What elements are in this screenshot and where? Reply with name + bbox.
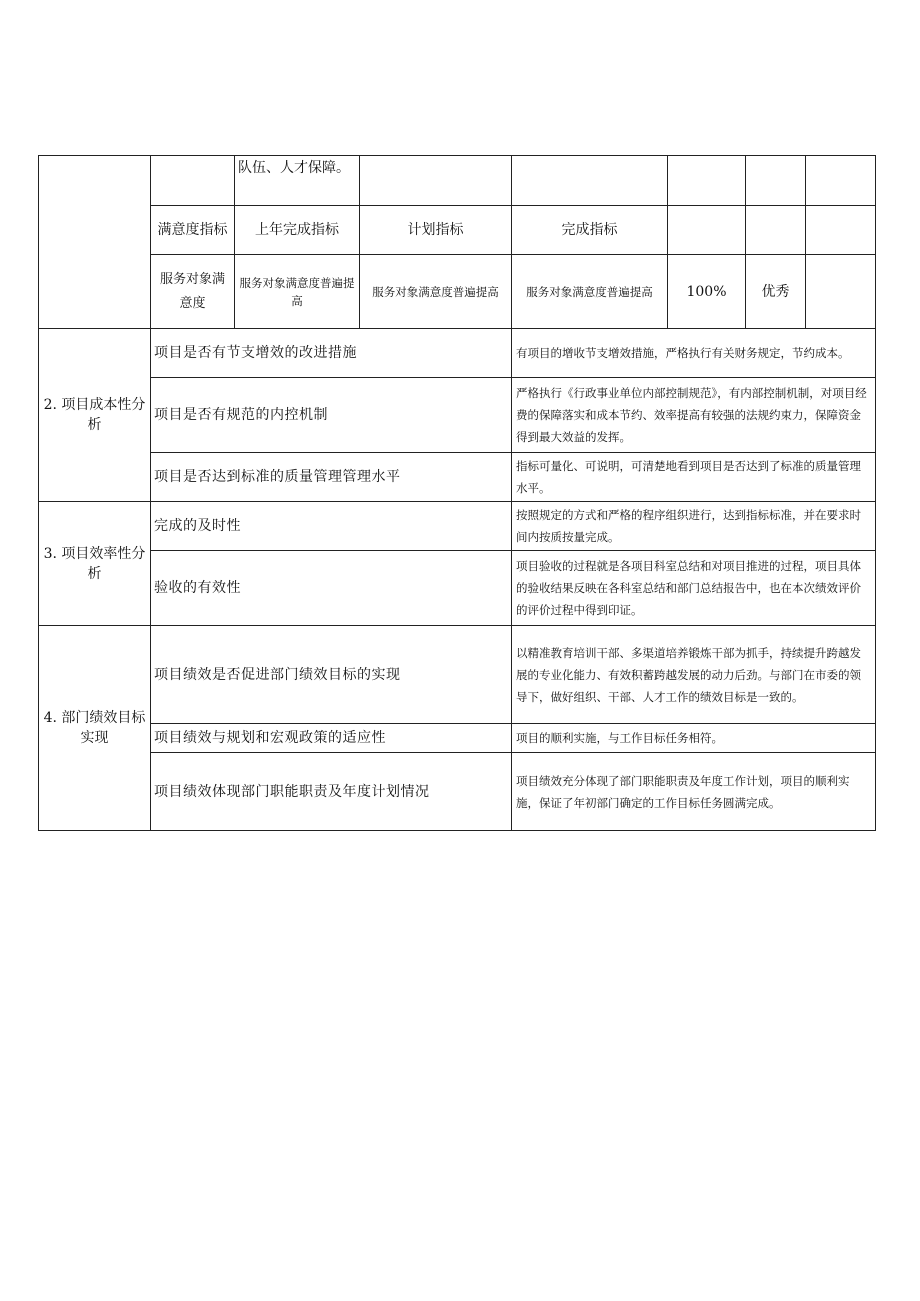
criterion: 验收的有效性 bbox=[151, 551, 512, 626]
table-row bbox=[39, 453, 876, 502]
criterion: 项目绩效与规划和宏观政策的适应性 bbox=[151, 724, 512, 753]
description: 以精准教育培训干部、多渠道培养锻炼干部为抓手，持续提升跨越发展的专业化能力、有效积蓄跨越发展的动力后劲。与部门在市委的领导下，做好组织、干部、人才工作的绩效目标是一致的。 bbox=[512, 626, 876, 724]
section-title: 2. 项目成本性分析 bbox=[39, 329, 151, 502]
empty-cell bbox=[806, 255, 876, 329]
empty-cell bbox=[668, 156, 746, 206]
description: 项目绩效充分体现了部门职能职责及年度工作计划，项目的顺利实施，保证了年初部门确定的工作目标任务圆满完成。 bbox=[512, 753, 876, 831]
score-value: 100% bbox=[668, 255, 746, 329]
prev-year-value: 服务对象满意度普遍提高 bbox=[235, 255, 360, 329]
table-row bbox=[39, 724, 876, 753]
satisfaction-indicator-label: 满意度指标 bbox=[151, 206, 235, 255]
criterion: 项目是否达到标准的质量管理管理水平 bbox=[151, 453, 512, 502]
actual-value: 服务对象满意度普遍提高 bbox=[512, 255, 668, 329]
continuation-text: 队伍、人才保障。 bbox=[235, 156, 360, 206]
empty-cell bbox=[512, 156, 668, 206]
plan-value: 服务对象满意度普遍提高 bbox=[360, 255, 512, 329]
continuation-row bbox=[39, 156, 876, 206]
empty-cell bbox=[806, 206, 876, 255]
empty-cell bbox=[806, 156, 876, 206]
table-row bbox=[39, 753, 876, 831]
description: 项目验收的过程就是各项目科室总结和对项目推进的过程，项目具体的验收结果反映在各科室总结和部门总结报告中，也在本次绩效评价的评价过程中得到印证。 bbox=[512, 551, 876, 626]
satisfaction-header-row bbox=[39, 206, 876, 255]
actual-header: 完成指标 bbox=[512, 206, 668, 255]
empty-cell bbox=[360, 156, 512, 206]
description: 项目的顺利实施，与工作目标任务相符。 bbox=[512, 724, 876, 753]
criterion: 完成的及时性 bbox=[151, 502, 512, 551]
empty-cell bbox=[746, 206, 806, 255]
table-row bbox=[39, 551, 876, 626]
table-row bbox=[39, 329, 876, 378]
criterion: 项目绩效体现部门职能职责及年度计划情况 bbox=[151, 753, 512, 831]
criterion: 项目绩效是否促进部门绩效目标的实现 bbox=[151, 626, 512, 724]
criterion: 项目是否有规范的内控机制 bbox=[151, 378, 512, 453]
performance-evaluation-table bbox=[38, 155, 876, 831]
empty-cell bbox=[668, 206, 746, 255]
table-row bbox=[39, 378, 876, 453]
plan-header: 计划指标 bbox=[360, 206, 512, 255]
description: 指标可量化、可说明，可清楚地看到项目是否达到了标准的质量管理水平。 bbox=[512, 453, 876, 502]
table-row bbox=[39, 502, 876, 551]
description: 按照规定的方式和严格的程序组织进行，达到指标标准，并在要求时间内按质按量完成。 bbox=[512, 502, 876, 551]
section-title: 4. 部门绩效目标实现 bbox=[39, 626, 151, 831]
criterion: 项目是否有节支增效的改进措施 bbox=[151, 329, 512, 378]
empty-section-cell bbox=[39, 156, 151, 329]
description: 有项目的增收节支增效措施，严格执行有关财务规定，节约成本。 bbox=[512, 329, 876, 378]
empty-cell bbox=[151, 156, 235, 206]
empty-cell bbox=[746, 156, 806, 206]
satisfaction-item-name: 服务对象满意度 bbox=[151, 255, 235, 329]
grade-value: 优秀 bbox=[746, 255, 806, 329]
satisfaction-data-row bbox=[39, 255, 876, 329]
prev-year-header: 上年完成指标 bbox=[235, 206, 360, 255]
section-title: 3. 项目效率性分析 bbox=[39, 502, 151, 626]
table-row bbox=[39, 626, 876, 724]
description: 严格执行《行政事业单位内部控制规范》，有内部控制机制，对项目经费的保障落实和成本节约、效率提高有较强的法规约束力，保障资金得到最大效益的发挥。 bbox=[512, 378, 876, 453]
